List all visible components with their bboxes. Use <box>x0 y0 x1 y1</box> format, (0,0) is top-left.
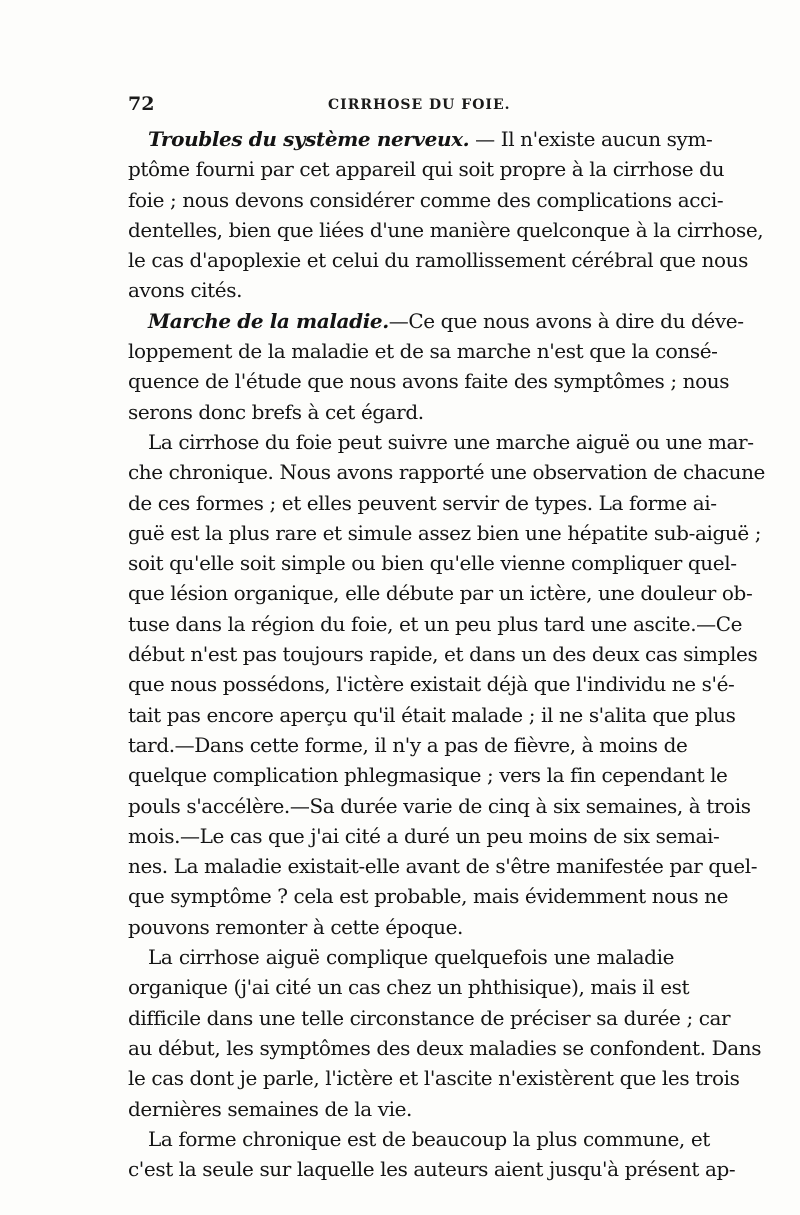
text-line: La forme chronique est de beaucoup la plus commune, et <box>148 1126 710 1151</box>
text-line: difficile dans une telle circonstance de préciser sa durée ; car <box>128 1005 731 1030</box>
text-line: mois.—Le cas que j'ai cité a duré un peu moins de six semai- <box>128 823 720 848</box>
text-line: Troubles du système nerveux. — Il n'existe aucun sym- <box>148 127 713 151</box>
text-line: serons donc brefs à cet égard. <box>128 399 424 424</box>
body-text <box>128 124 765 1184</box>
text-line: de ces formes ; et elles peuvent servir de types. La forme ai- <box>128 490 717 515</box>
text-line: dernières semaines de la vie. <box>128 1096 413 1121</box>
text-line: que nous possédons, l'ictère existait déjà que l'individu ne s'é- <box>128 672 735 697</box>
text-line: que lésion organique, elle débute par un ictère, une douleur ob- <box>128 581 753 606</box>
text-line: au début, les symptômes des deux maladies se confondent. Dans <box>128 1035 762 1060</box>
text-line: dentelles, bien que liées d'une manière quelconque à la cirrhose, <box>128 217 764 242</box>
text-line: La cirrhose du foie peut suivre une marche aiguë ou une mar- <box>148 429 754 454</box>
text-line: c'est la seule sur laquelle les auteurs aient jusqu'à présent ap- <box>128 1157 736 1182</box>
running-head <box>128 93 674 121</box>
text-line: pouls s'accélère.—Sa durée varie de cinq à six semaines, à trois <box>128 793 751 818</box>
section-subheading: Marche de la maladie. <box>148 308 389 333</box>
text-line: le cas dont je parle, l'ictère et l'ascite n'existèrent que les trois <box>128 1066 740 1091</box>
text-line: quelque complication phlegmasique ; vers la fin cependant le <box>128 763 728 788</box>
text-line: che chronique. Nous avons rapporté une observation de chacune <box>128 460 765 485</box>
text-line: quence de l'étude que nous avons faite des symptômes ; nous <box>128 369 730 394</box>
text-line: que symptôme ? cela est probable, mais évidemment nous ne <box>128 884 729 909</box>
running-title: CIRRHOSE DU FOIE. <box>328 97 511 113</box>
text-line: foie ; nous devons considérer comme des complications acci- <box>128 187 724 212</box>
text-line: nes. La maladie existait-elle avant de s'être manifestée par quel- <box>128 854 758 879</box>
text-line: tait pas encore aperçu qu'il était malade ; il ne s'alita que plus <box>128 702 736 727</box>
text-line: avons cités. <box>128 278 243 303</box>
section-subheading: Troubles du système nerveux. <box>148 127 470 151</box>
page-number: 72 <box>128 93 155 115</box>
text-line: début n'est pas toujours rapide, et dans un des deux cas simples <box>128 642 758 667</box>
text-line: La cirrhose aiguë complique quelquefois une maladie <box>148 945 674 970</box>
text-line: guë est la plus rare et simule assez bien une hépatite sub-aiguë ; <box>128 520 762 545</box>
text-line: ptôme fourni par cet appareil qui soit propre à la cirrhose du <box>128 157 725 182</box>
text-line: loppement de la maladie et de sa marche n'est que la consé- <box>128 339 718 364</box>
text-line: soit qu'elle soit simple ou bien qu'elle vienne compliquer quel- <box>128 551 737 576</box>
text-line: tard.—Dans cette forme, il n'y a pas de fièvre, à moins de <box>128 732 688 757</box>
text-line: organique (j'ai cité un cas chez un phthisique), mais il est <box>128 975 690 1000</box>
text-line: pouvons remonter à cette époque. <box>128 914 463 939</box>
text-line: Marche de la maladie.—Ce que nous avons à dire du déve- <box>148 308 744 333</box>
text-line: le cas d'apoplexie et celui du ramollissement cérébral que nous <box>128 248 748 273</box>
text-line: tuse dans la région du foie, et un peu plus tard une ascite.—Ce <box>128 611 743 636</box>
